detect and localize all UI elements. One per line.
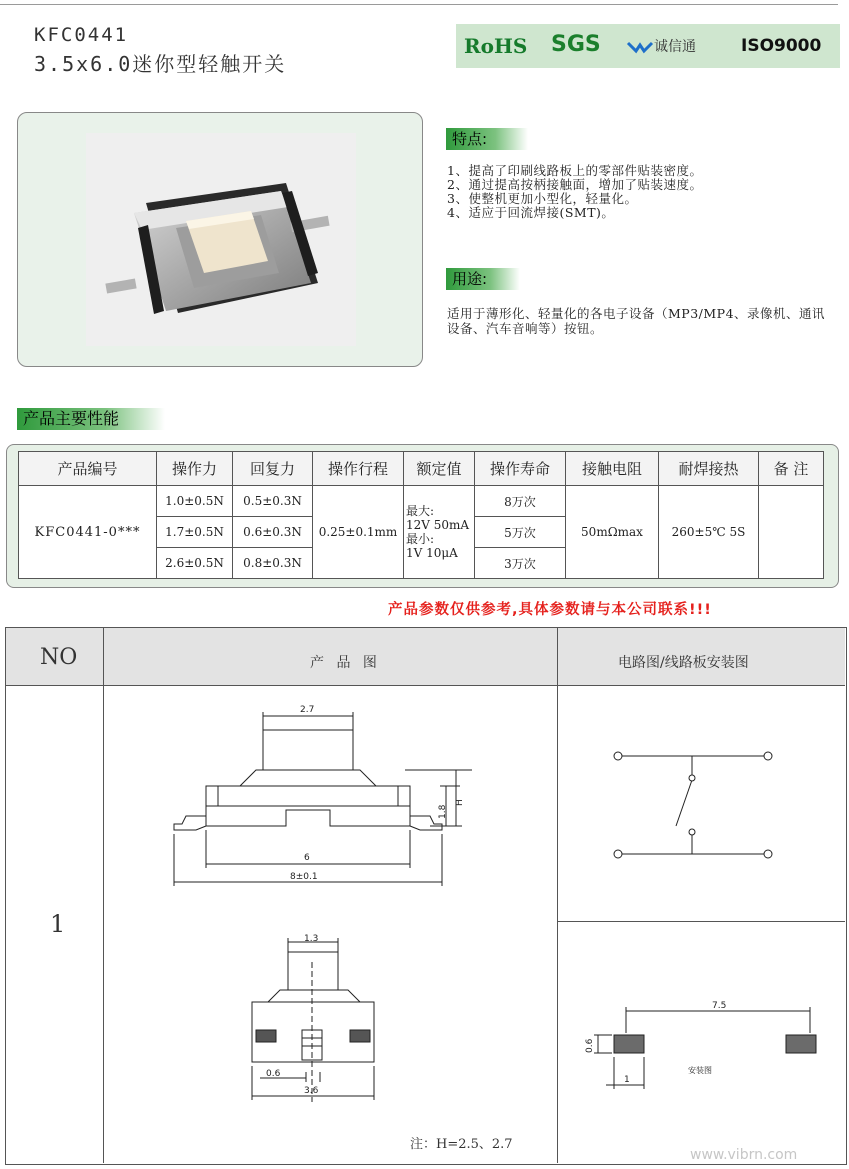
col-divider [557, 628, 558, 1163]
sgs-logo: SGS [551, 32, 601, 57]
col-header-life: 操作寿命 [475, 452, 566, 486]
feature-item: 4、适应于回流焊接(SMT)。 [447, 205, 615, 220]
certification-bar [456, 24, 840, 68]
usage-title: 用途: [446, 268, 520, 290]
side-view-drawing [230, 932, 390, 1112]
dim-pad-height: 0.6 [585, 1038, 595, 1053]
model-number: KFC0441 [34, 24, 129, 46]
dim-18: 1.8 [438, 804, 448, 819]
life-cell: 8万次 [475, 486, 566, 517]
col-header-no: NO [40, 645, 78, 670]
col-header-product-drawing: 产 品 图 [310, 655, 381, 671]
col-header-circuit: 电路图/线路板安装图 [618, 655, 749, 671]
feature-item: 3、使整机更加小型化，轻量化。 [447, 191, 638, 206]
chengxin-logo: 诚信通 [626, 36, 696, 56]
usage-text: 适用于薄形化、轻量化的各电子设备（MP3/MP4、录像机、通讯设备、汽车音响等）按钮。 [447, 306, 826, 336]
circuit-divider [557, 921, 845, 922]
product-title: 3.5x6.0迷你型轻触开关 [34, 52, 287, 76]
travel-cell: 0.25±0.1mm [313, 486, 404, 579]
return-cell: 0.5±0.3N [233, 486, 313, 517]
resistance-cell: 50mΩmax [566, 486, 659, 579]
life-cell: 5万次 [475, 517, 566, 548]
force-cell: 2.6±0.5N [157, 548, 233, 579]
col-header-force: 操作力 [157, 452, 233, 486]
col-header-return: 回复力 [233, 452, 313, 486]
dim-pcb-pitch: 7.5 [712, 1001, 727, 1011]
dim-pin: 0.6 [266, 1069, 281, 1079]
product-photo [86, 133, 356, 346]
part-number-cell: KFC0441-0*** [19, 486, 157, 579]
features-list [447, 164, 702, 220]
return-cell: 0.6±0.3N [233, 517, 313, 548]
pcb-layout-diagram [570, 995, 840, 1100]
drawing-note: 注：H=2.5、2.7 [410, 1137, 513, 1152]
rohs-logo: RoHS [464, 34, 528, 58]
col-divider [103, 628, 104, 1163]
chengxin-icon [626, 39, 654, 55]
col-header-heat: 耐焊接热 [659, 452, 759, 486]
tact-switch-image [86, 133, 356, 346]
life-cell: 3万次 [475, 548, 566, 579]
dim-pad-width: 1 [624, 1075, 630, 1085]
rating-cell: 最大: 12V 50mA 最小: 1V 10μA [404, 486, 475, 579]
spec-table [18, 451, 824, 579]
force-cell: 1.7±0.5N [157, 517, 233, 548]
dim-overall: 8±0.1 [290, 872, 318, 882]
iso-logo: ISO9000 [741, 36, 822, 56]
dim-button: 1.3 [304, 934, 319, 944]
col-header-remark: 备 注 [759, 452, 824, 486]
header-divider [6, 685, 845, 686]
force-cell: 1.0±0.5N [157, 486, 233, 517]
feature-item: 1、提高了印刷线路板上的零部件贴装密度。 [447, 163, 703, 178]
disclaimer-notice: 产品参数仅供参考,具体参数请与本公司联系!!! [388, 602, 712, 618]
dim-top-width: 2.7 [300, 705, 315, 715]
dim-h: H [455, 799, 465, 806]
front-view-drawing [160, 700, 465, 900]
top-rule [0, 4, 838, 5]
circuit-diagram [600, 738, 790, 868]
features-title: 特点: [446, 128, 528, 150]
col-header-travel: 操作行程 [313, 452, 404, 486]
performance-title: 产品主要性能 [17, 408, 165, 430]
col-header-rating: 额定值 [404, 452, 475, 486]
remark-cell [759, 486, 824, 579]
watermark: www.vibrn.com [690, 1147, 798, 1163]
dim-body: 6 [304, 853, 310, 863]
dim-side: 3.6 [304, 1086, 319, 1096]
return-cell: 0.8±0.3N [233, 548, 313, 579]
col-header-resistance: 接触电阻 [566, 452, 659, 486]
heat-cell: 260±5℃ 5S [659, 486, 759, 579]
row-number: 1 [50, 910, 66, 938]
feature-item: 2、通过提高按柄接触面，增加了贴装速度。 [447, 177, 703, 192]
pcb-label: 安装图 [688, 1066, 712, 1075]
col-header-part-no: 产品编号 [19, 452, 157, 486]
